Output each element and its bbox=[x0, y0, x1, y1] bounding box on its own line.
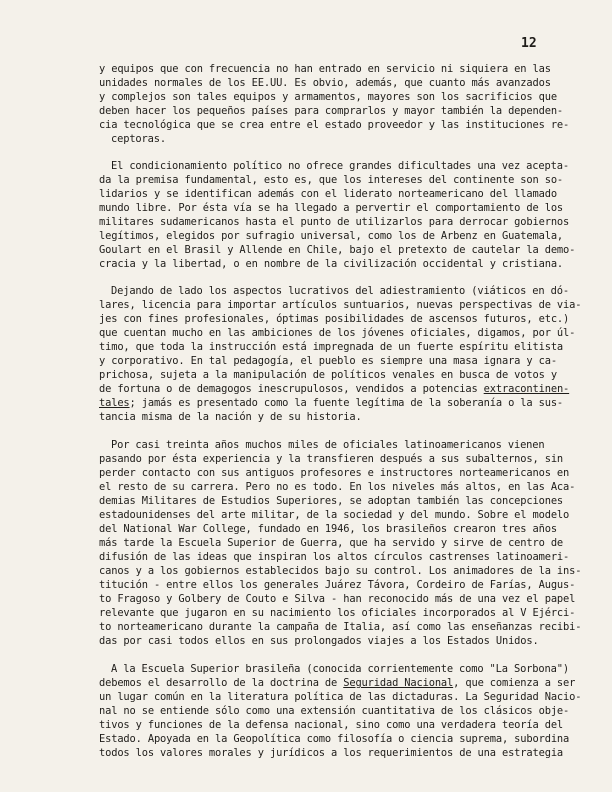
underlined-phrase: tales bbox=[99, 397, 130, 409]
text-line: unidades normales de los EE.UU. Es obvio, además, que cuanto más avanzados bbox=[99, 77, 551, 89]
text-line: estadounidenses del arte militar, de la sociedad y del mundo. Sobre el modelo bbox=[99, 509, 570, 521]
text-line: que cuentan mucho en las ambiciones de los jóvenes oficiales, digamos, por úl- bbox=[99, 327, 576, 339]
text-line: El condicionamiento político no ofrece grandes dificultades una vez acepta- bbox=[111, 160, 569, 172]
text-line: Dejando de lado los aspectos lucrativos del adiestramiento (viáticos en dó- bbox=[111, 285, 569, 297]
text-line: deben hacer los pequeños países para comprarlos y mayor también la dependen- bbox=[99, 105, 564, 117]
text-line: Estado. Apoyada en la Geopolítica como filosofía o ciencia suprema, subordina bbox=[99, 733, 570, 745]
text-line: perder contacto con sus antiguos profesores e instructores norteamericanos en bbox=[99, 467, 570, 479]
text-line: to norteamericano durante la campaña de Italia, así como las enseñanzas recibi- bbox=[99, 621, 582, 633]
page-number: 12 bbox=[521, 36, 537, 51]
text-line: to Fragoso y Golbery de Couto e Silva - han reconocido más de una vez el papel bbox=[99, 593, 576, 605]
text-line: y corporativo. En tal pedagogía, el pueblo es siempre una masa ignara y ca- bbox=[99, 355, 557, 367]
text-line: todos los valores morales y jurídicos a los requerimientos de una estrategia bbox=[99, 747, 564, 759]
text-line: timo, que toda la instrucción está impregnada de un fuerte espíritu elitista bbox=[99, 341, 564, 353]
text-line: relevante que jugaron en su nacimiento los oficiales incorporados al V Ejérci- bbox=[99, 607, 576, 619]
text-line: cia tecnológica que se crea entre el estado proveedor y las instituciones re- bbox=[99, 119, 570, 131]
text-line: prichosa, sujeta a la manipulación de políticos venales en busca de votos y bbox=[99, 369, 557, 381]
text-line: Por casi treinta años muchos miles de oficiales latinoamericanos vienen bbox=[111, 439, 545, 451]
text-line: pasando por ésta experiencia y la transfieren después a sus subalternos, sin bbox=[99, 453, 564, 465]
text-line: lidarios y se identifican además con el liderato norteamericano del llamado bbox=[99, 188, 557, 200]
text-line: debemos el desarrollo de la doctrina de Seguridad Nacional, que comienza a ser bbox=[99, 677, 576, 689]
text-line: nal no se entiende sólo como una extensión cuantitativa de los clásicos obje- bbox=[99, 705, 570, 717]
text-line: canos y a los gobiernos establecidos bajo su control. Los animadores de la ins- bbox=[99, 565, 582, 577]
text-line: lares, licencia para importar artículos suntuarios, nuevas perspectivas de via- bbox=[99, 299, 582, 311]
text-line: del National War College, fundado en 1946, los brasileños crearon tres años bbox=[99, 523, 557, 535]
text-line: difusión de las ideas que inspiran los altos círculos castrenses latinoameri- bbox=[99, 551, 570, 563]
text-line: titución - entre ellos los generales Juárez Távora, Cordeiro de Farías, Augus- bbox=[99, 579, 576, 591]
text-line: A la Escuela Superior brasileña (conocida corrientemente como "La Sorbona") bbox=[111, 663, 569, 675]
text-line: y equipos que con frecuencia no han entrado en servicio ni siquiera en las bbox=[99, 63, 551, 75]
text-line: demias Militares de Estudios Superiores, se adoptan también las concepciones bbox=[99, 495, 564, 507]
text-line: militares sudamericanos hasta el punto de utilizarlos para derrocar gobiernos bbox=[99, 216, 570, 228]
text-line: y complejos son tales equipos y armamentos, mayores son los sacrificios que bbox=[99, 91, 557, 103]
text-line: el resto de su carrera. Pero no es todo. En los niveles más altos, en las Aca- bbox=[99, 481, 576, 493]
text-line: más tarde la Escuela Superior de Guerra, que ha servido y sirve de centro de bbox=[99, 537, 564, 549]
text-line: legítimos, elegidos por sufragio universal, como los de Arbenz en Guatemala, bbox=[99, 230, 564, 242]
text-line: mundo libre. Por ésta vía se ha llegado a pervertir el comportamiento de los bbox=[99, 202, 564, 214]
text-line: tancia misma de la nación y de su historia. bbox=[99, 411, 362, 423]
text-line: tivos y funciones de la defensa nacional, sino como una verdadera teoría del bbox=[99, 719, 564, 731]
underlined-phrase: extracontinen- bbox=[483, 383, 570, 395]
text-line: cracia y la libertad, o en nombre de la civilización occidental y cristiana. bbox=[99, 258, 564, 270]
text-line: jes con fines profesionales, óptimas posibilidades de ascensos futuros, etc.) bbox=[99, 313, 570, 325]
text-line: ceptoras. bbox=[111, 133, 166, 145]
text-line: de fortuna o de demagogos inescrupulosos, vendidos a potencias extracontinen- bbox=[99, 383, 570, 395]
text-line: da la premisa fundamental, esto es, que los intereses del continente son so- bbox=[99, 174, 564, 186]
underlined-phrase: Seguridad Nacional bbox=[343, 677, 454, 689]
text-line: un lugar común en la literatura política de las dictaduras. La Seguridad Nacio- bbox=[99, 691, 582, 703]
text-line: Goulart en el Brasil y Allende en Chile, bajo el pretexto de cautelar la demo- bbox=[99, 244, 576, 256]
text-line: tales; jamás es presentado como la fuente legítima de la soberanía o la sus- bbox=[99, 397, 564, 409]
text-line: das por casi todos ellos en sus prolongados viajes a los Estados Unidos. bbox=[99, 635, 539, 647]
